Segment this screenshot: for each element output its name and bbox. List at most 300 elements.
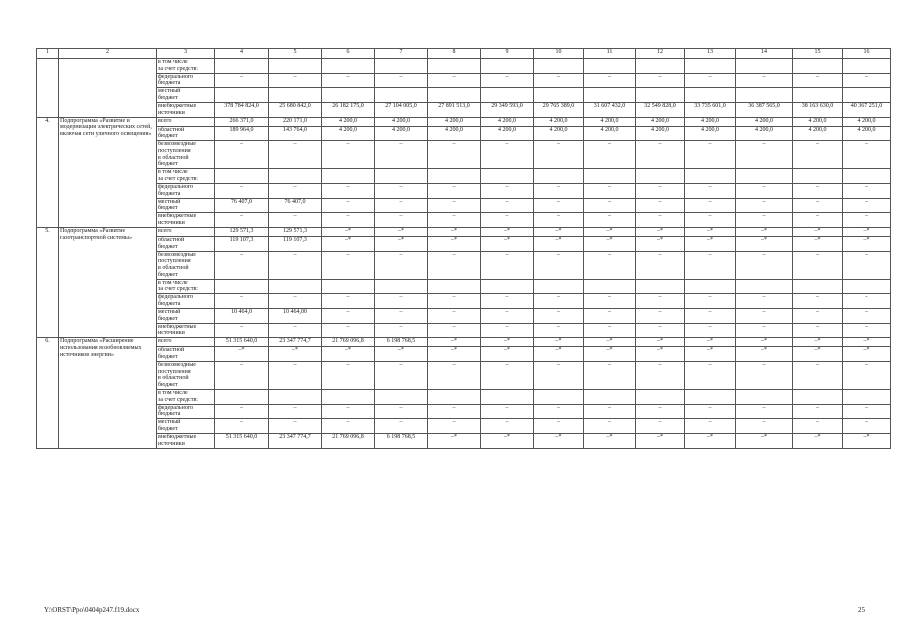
amount-cell: –* (685, 237, 736, 252)
funding-source: в том числе за счет средств: (157, 279, 215, 294)
amount-cell: – (843, 323, 891, 338)
funding-source: в том числе за счет средств: (157, 169, 215, 184)
subprogram-number: 4. (37, 117, 59, 227)
column-number-11: 11 (584, 49, 636, 59)
amount-cell (322, 389, 375, 404)
amount-cell: – (534, 141, 584, 169)
amount-cell: – (793, 198, 843, 213)
funding-source: внебюджетные источники (157, 103, 215, 118)
amount-cell: – (322, 309, 375, 324)
amount-cell: –* (736, 237, 793, 252)
amount-cell: – (685, 73, 736, 88)
amount-cell (636, 389, 685, 404)
column-number-9: 9 (481, 49, 534, 59)
amount-cell: – (584, 184, 636, 199)
amount-cell: –* (428, 237, 481, 252)
amount-cell: – (793, 362, 843, 390)
column-number-14: 14 (736, 49, 793, 59)
amount-cell: 220 171,0 (269, 117, 322, 126)
column-number-6: 6 (322, 49, 375, 59)
amount-cell: – (685, 198, 736, 213)
amount-cell: – (428, 309, 481, 324)
amount-cell: – (428, 251, 481, 279)
amount-cell: –* (534, 434, 584, 449)
amount-cell (843, 279, 891, 294)
amount-cell: – (636, 141, 685, 169)
amount-cell: –* (843, 237, 891, 252)
amount-cell: – (322, 419, 375, 434)
amount-cell (685, 88, 736, 103)
column-number-12: 12 (636, 49, 685, 59)
amount-cell: – (269, 251, 322, 279)
funding-source: всего (157, 338, 215, 347)
amount-cell: – (375, 419, 428, 434)
amount-cell (215, 279, 269, 294)
amount-cell: – (322, 198, 375, 213)
funding-source: федерального бюджета (157, 404, 215, 419)
amount-cell (215, 88, 269, 103)
amount-cell: – (428, 184, 481, 199)
amount-cell: – (584, 323, 636, 338)
budget-table-page (36, 48, 883, 449)
table-row (37, 404, 891, 419)
amount-cell: –* (584, 338, 636, 347)
amount-cell: – (843, 73, 891, 88)
amount-cell: – (636, 251, 685, 279)
amount-cell: – (843, 213, 891, 228)
amount-cell: –* (793, 434, 843, 449)
amount-cell: – (481, 309, 534, 324)
table-row (37, 169, 891, 184)
amount-cell: –* (481, 237, 534, 252)
amount-cell: –* (322, 237, 375, 252)
amount-cell: – (322, 362, 375, 390)
amount-cell: –* (736, 434, 793, 449)
amount-cell: – (375, 404, 428, 419)
amount-cell: –* (428, 434, 481, 449)
amount-cell: 27 891 513,0 (428, 103, 481, 118)
funding-source: местный бюджет (157, 198, 215, 213)
amount-cell: 129 571,3 (269, 228, 322, 237)
amount-cell: – (584, 294, 636, 309)
amount-cell: – (636, 73, 685, 88)
amount-cell (584, 88, 636, 103)
amount-cell: – (534, 213, 584, 228)
table-row (37, 88, 891, 103)
table-row (37, 338, 891, 347)
table-row (37, 237, 891, 252)
amount-cell: – (534, 294, 584, 309)
amount-cell: –* (584, 434, 636, 449)
amount-cell: – (685, 309, 736, 324)
amount-cell: – (636, 404, 685, 419)
amount-cell: – (481, 73, 534, 88)
amount-cell: – (685, 419, 736, 434)
amount-cell: 189 964,0 (215, 126, 269, 141)
amount-cell: –* (428, 228, 481, 237)
amount-cell: – (736, 309, 793, 324)
amount-cell (736, 279, 793, 294)
amount-cell: –* (215, 347, 269, 362)
amount-cell: – (428, 141, 481, 169)
amount-cell: 4 200,0 (685, 126, 736, 141)
amount-cell: – (269, 419, 322, 434)
amount-cell: – (269, 184, 322, 199)
amount-cell: 25 680 842,0 (269, 103, 322, 118)
amount-cell: – (481, 323, 534, 338)
amount-cell: – (685, 251, 736, 279)
amount-cell: – (685, 404, 736, 419)
amount-cell: – (481, 419, 534, 434)
amount-cell: –* (793, 237, 843, 252)
table-row (37, 103, 891, 118)
amount-cell (428, 59, 481, 74)
amount-cell: – (584, 198, 636, 213)
amount-cell: – (428, 198, 481, 213)
amount-cell: – (269, 73, 322, 88)
amount-cell (843, 59, 891, 74)
funding-source: областной бюджет (157, 126, 215, 141)
amount-cell: 4 200,0 (481, 126, 534, 141)
amount-cell: 4 200,0 (375, 126, 428, 141)
table-row (37, 309, 891, 324)
amount-cell: – (322, 323, 375, 338)
amount-cell: –* (534, 347, 584, 362)
funding-source: внебюджетные источники (157, 323, 215, 338)
amount-cell: – (375, 73, 428, 88)
amount-cell (481, 88, 534, 103)
amount-cell (584, 59, 636, 74)
amount-cell: –* (584, 228, 636, 237)
amount-cell: – (736, 73, 793, 88)
amount-cell: – (322, 294, 375, 309)
subprogram-number: 6. (37, 338, 59, 448)
amount-cell: – (793, 251, 843, 279)
funding-source: федерального бюджета (157, 73, 215, 88)
amount-cell: – (584, 141, 636, 169)
amount-cell: – (534, 362, 584, 390)
amount-cell: - (843, 294, 891, 309)
amount-cell: – (215, 251, 269, 279)
amount-cell: – (481, 141, 534, 169)
amount-cell: – (793, 294, 843, 309)
amount-cell: 119 107,3 (215, 237, 269, 252)
amount-cell: 4 200,0 (793, 117, 843, 126)
amount-cell: 40 367 251,0 (843, 103, 891, 118)
column-number-4: 4 (215, 49, 269, 59)
amount-cell: – (584, 73, 636, 88)
amount-cell: –* (428, 338, 481, 347)
amount-cell (481, 59, 534, 74)
amount-cell: – (793, 73, 843, 88)
amount-cell: –* (375, 347, 428, 362)
table-row (37, 323, 891, 338)
amount-cell (269, 389, 322, 404)
table-row (37, 362, 891, 390)
amount-cell: – (793, 184, 843, 199)
amount-cell: –* (636, 237, 685, 252)
amount-cell: – (685, 362, 736, 390)
amount-cell (375, 389, 428, 404)
amount-cell: – (322, 404, 375, 419)
amount-cell: – (793, 213, 843, 228)
amount-cell: – (269, 323, 322, 338)
amount-cell (375, 88, 428, 103)
amount-cell: –* (843, 347, 891, 362)
amount-cell: 129 571,3 (215, 228, 269, 237)
column-number-10: 10 (534, 49, 584, 59)
amount-cell: – (793, 323, 843, 338)
amount-cell (534, 279, 584, 294)
amount-cell: – (481, 294, 534, 309)
amount-cell (534, 169, 584, 184)
amount-cell: – (428, 213, 481, 228)
amount-cell: – (215, 419, 269, 434)
amount-cell: –* (636, 338, 685, 347)
column-number-1: 1 (37, 49, 59, 59)
amount-cell: 21 769 096,8 (322, 338, 375, 347)
amount-cell (215, 169, 269, 184)
amount-cell (534, 59, 584, 74)
funding-source: внебюджетные источники (157, 213, 215, 228)
amount-cell: –* (322, 347, 375, 362)
amount-cell: –* (793, 228, 843, 237)
amount-cell: 4 200,0 (534, 126, 584, 141)
amount-cell: 10 464,00 (269, 309, 322, 324)
table-row (37, 184, 891, 199)
amount-cell: –* (534, 338, 584, 347)
amount-cell: –* (793, 338, 843, 347)
table-row (37, 347, 891, 362)
amount-cell: – (534, 323, 584, 338)
column-number-2: 2 (59, 49, 157, 59)
funding-source: в том числе за счет средств: (157, 59, 215, 74)
amount-cell: –* (584, 347, 636, 362)
amount-cell (636, 279, 685, 294)
amount-cell: 378 784 824,0 (215, 103, 269, 118)
table-row (37, 213, 891, 228)
subprogram-name: Подпрограмма «Развитие и модернизация электрических сетей, включая сети уличного освещения» (59, 117, 157, 227)
amount-cell: –* (534, 228, 584, 237)
amount-cell: 143 764,0 (269, 126, 322, 141)
amount-cell: – (215, 141, 269, 169)
amount-cell: – (481, 198, 534, 213)
amount-cell (375, 279, 428, 294)
amount-cell: – (322, 184, 375, 199)
amount-cell: 4 200,0 (636, 117, 685, 126)
subprogram-number (37, 59, 59, 118)
amount-cell: 76 407,0 (215, 198, 269, 213)
amount-cell: –* (736, 228, 793, 237)
amount-cell (375, 59, 428, 74)
amount-cell: – (269, 294, 322, 309)
amount-cell: – (269, 362, 322, 390)
amount-cell (793, 279, 843, 294)
amount-cell: – (215, 213, 269, 228)
amount-cell: – (843, 184, 891, 199)
column-number-7: 7 (375, 49, 428, 59)
amount-cell: – (736, 213, 793, 228)
amount-cell (793, 169, 843, 184)
subprogram-name (59, 59, 157, 118)
amount-cell: – (636, 323, 685, 338)
funding-source: федерального бюджета (157, 184, 215, 199)
table-row (37, 294, 891, 309)
amount-cell: 21 769 096,8 (322, 434, 375, 449)
funding-source: областной бюджет (157, 237, 215, 252)
amount-cell: – (534, 419, 584, 434)
amount-cell (322, 279, 375, 294)
amount-cell: 4 200,0 (375, 117, 428, 126)
amount-cell: – (685, 184, 736, 199)
amount-cell: – (584, 362, 636, 390)
amount-cell: – (322, 213, 375, 228)
amount-cell: – (685, 213, 736, 228)
amount-cell: – (375, 362, 428, 390)
amount-cell: –* (843, 338, 891, 347)
amount-cell: – (534, 309, 584, 324)
amount-cell: 76 407,0 (269, 198, 322, 213)
amount-cell: – (685, 294, 736, 309)
funding-source: областной бюджет (157, 347, 215, 362)
amount-cell: 4 200,0 (793, 126, 843, 141)
table-row (37, 251, 891, 279)
subprogram-name: Подпрограмма «Развитие газотранспортной системы» (59, 228, 157, 338)
amount-cell: – (534, 198, 584, 213)
amount-cell: 4 200,0 (322, 117, 375, 126)
amount-cell (636, 88, 685, 103)
amount-cell: – (736, 198, 793, 213)
amount-cell (269, 279, 322, 294)
amount-cell: – (843, 251, 891, 279)
amount-cell (269, 59, 322, 74)
amount-cell: – (269, 141, 322, 169)
amount-cell: – (534, 184, 584, 199)
amount-cell: – (375, 309, 428, 324)
amount-cell: –* (736, 347, 793, 362)
amount-cell (428, 88, 481, 103)
amount-cell: –* (636, 347, 685, 362)
amount-cell: – (636, 184, 685, 199)
amount-cell: –* (843, 228, 891, 237)
amount-cell: – (793, 309, 843, 324)
amount-cell: – (428, 362, 481, 390)
amount-cell (793, 88, 843, 103)
amount-cell: 51 315 640,0 (215, 434, 269, 449)
amount-cell (736, 59, 793, 74)
amount-cell: 4 200,0 (843, 126, 891, 141)
table-row (37, 59, 891, 74)
amount-cell: –* (685, 434, 736, 449)
amount-cell: – (428, 404, 481, 419)
amount-cell: 4 200,0 (481, 117, 534, 126)
budget-table (36, 48, 891, 449)
amount-cell: – (481, 213, 534, 228)
table-row (37, 198, 891, 213)
amount-cell: – (375, 323, 428, 338)
amount-cell: –* (269, 347, 322, 362)
amount-cell: 31 607 432,0 (584, 103, 636, 118)
table-row (37, 117, 891, 126)
amount-cell: – (215, 323, 269, 338)
amount-cell: 26 182 175,0 (322, 103, 375, 118)
amount-cell: – (584, 309, 636, 324)
amount-cell (736, 169, 793, 184)
amount-cell: 4 200,0 (322, 126, 375, 141)
amount-cell: – (636, 213, 685, 228)
column-number-13: 13 (685, 49, 736, 59)
table-row (37, 279, 891, 294)
amount-cell: 23 347 774,7 (269, 338, 322, 347)
funding-source: безвозмездные поступления в областной бюджет (157, 141, 215, 169)
column-number-15: 15 (793, 49, 843, 59)
amount-cell: 4 200,0 (843, 117, 891, 126)
amount-cell: – (534, 73, 584, 88)
amount-cell: – (843, 309, 891, 324)
amount-cell: – (375, 141, 428, 169)
amount-cell (215, 389, 269, 404)
amount-cell (428, 389, 481, 404)
amount-cell: – (843, 419, 891, 434)
amount-cell (534, 88, 584, 103)
amount-cell (736, 88, 793, 103)
amount-cell: – (843, 141, 891, 169)
amount-cell (534, 389, 584, 404)
amount-cell: – (428, 294, 481, 309)
amount-cell: – (322, 141, 375, 169)
amount-cell (793, 59, 843, 74)
amount-cell: 6 198 768,5 (375, 434, 428, 449)
amount-cell (322, 169, 375, 184)
funding-source: внебюджетные источники (157, 434, 215, 449)
amount-cell: – (428, 73, 481, 88)
amount-cell: – (428, 323, 481, 338)
amount-cell: –* (685, 347, 736, 362)
amount-cell (685, 59, 736, 74)
table-row (37, 419, 891, 434)
amount-cell: –* (375, 237, 428, 252)
amount-cell: – (843, 362, 891, 390)
amount-cell: –* (534, 237, 584, 252)
amount-cell: 29 349 593,0 (481, 103, 534, 118)
amount-cell: – (375, 198, 428, 213)
amount-cell: – (215, 404, 269, 419)
amount-cell: – (636, 362, 685, 390)
amount-cell (215, 59, 269, 74)
amount-cell (793, 389, 843, 404)
amount-cell: –* (793, 347, 843, 362)
amount-cell: – (736, 404, 793, 419)
column-number-8: 8 (428, 49, 481, 59)
column-number-5: 5 (269, 49, 322, 59)
amount-cell: – (584, 251, 636, 279)
amount-cell: –* (481, 338, 534, 347)
amount-cell: – (215, 73, 269, 88)
amount-cell (584, 279, 636, 294)
amount-cell: – (534, 404, 584, 419)
amount-cell: – (636, 419, 685, 434)
amount-cell: –* (636, 228, 685, 237)
amount-cell: –* (685, 338, 736, 347)
amount-cell: –* (481, 434, 534, 449)
amount-cell: –* (636, 434, 685, 449)
funding-source: федерального бюджета (157, 294, 215, 309)
amount-cell (481, 169, 534, 184)
amount-cell: – (375, 184, 428, 199)
amount-cell: – (736, 251, 793, 279)
funding-source: безвозмездные поступления в областной бюджет (157, 251, 215, 279)
header-row (37, 49, 891, 59)
